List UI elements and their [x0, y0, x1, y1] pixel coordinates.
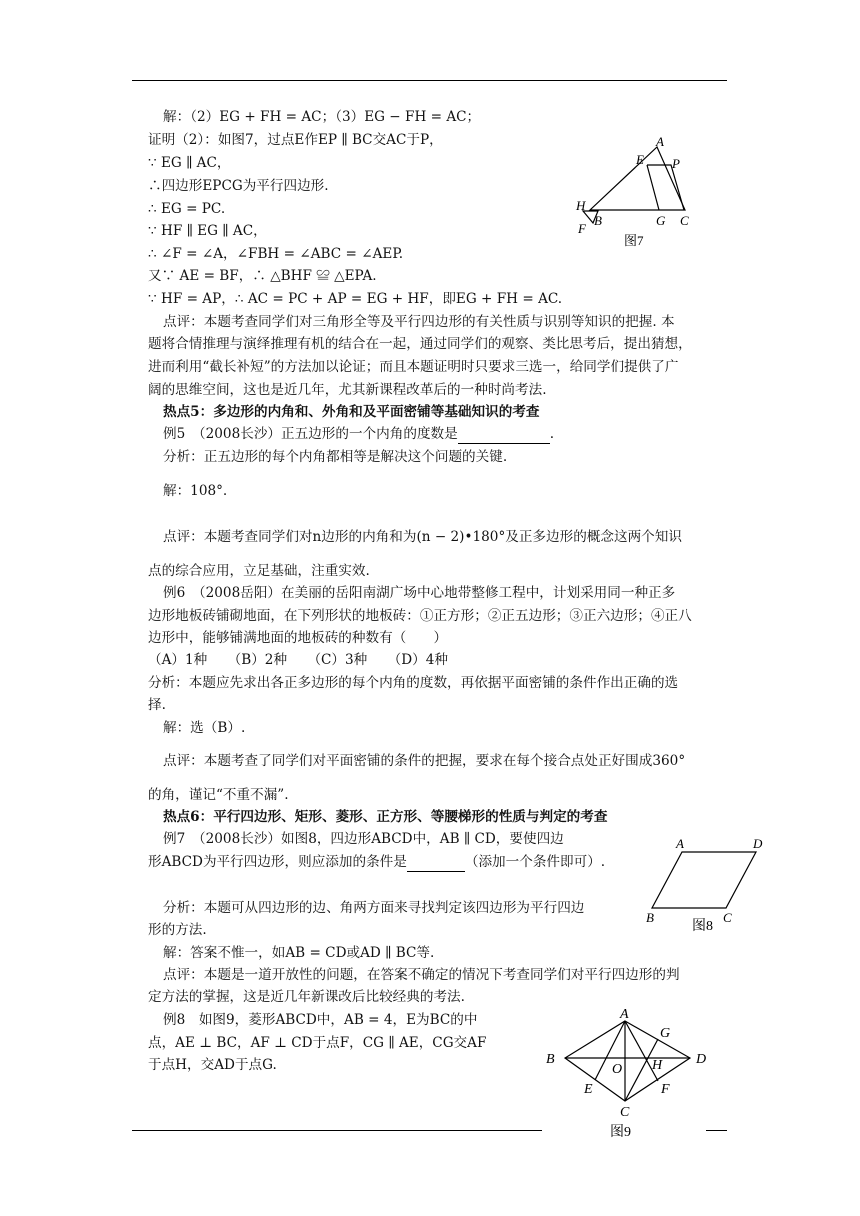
figure-7-diagram	[570, 135, 700, 250]
example-7-hint: （添加一个条件即可）.	[464, 854, 606, 870]
text-line: 分析：正五边形的每个内角都相等是解决这个问题的关键.	[163, 449, 508, 465]
label-h: H	[576, 198, 586, 213]
label-d: D	[696, 1052, 707, 1067]
text-line: 解：108°.	[163, 483, 228, 499]
figure-8-caption: 图8	[692, 919, 713, 934]
label-e: E	[584, 1082, 593, 1097]
figure-8-diagram	[640, 832, 770, 938]
figure-7	[570, 135, 700, 250]
footer-rule-right	[706, 1130, 727, 1131]
text-line	[148, 853, 605, 872]
text-line: 例8 如图9，菱形ABCD中，AB = 4，E为BC的中	[163, 1012, 478, 1028]
text-line: 点评：本题是一道开放性的问题，在答案不确定的情况下考查同学们对平行四边形的判	[163, 967, 680, 983]
text-line: 定方法的掌握，这是近几年新课改后比较经典的考法.	[148, 989, 465, 1005]
text-line: 分析：本题可从四边形的边、角两方面来寻找判定该四边形为平行四边	[163, 900, 585, 916]
label-h: H	[652, 1058, 663, 1073]
label-g: G	[656, 213, 666, 228]
text-line: 于点H，交AD于点G.	[148, 1057, 277, 1073]
section-heading: 热点5：多边形的内角和、外角和及平面密铺等基础知识的考查	[163, 404, 540, 420]
text-line: 点，AE ⊥ BC，AF ⊥ CD于点F，CG ∥ AE，CG交AF	[148, 1035, 487, 1051]
text-line: 进而利用“截长补短”的方法加以论证；而且本题证明时只要求三选一，给同学们提供了广	[148, 359, 679, 375]
text-line: 证明（2）：如图7，过点E作EP ∥ BC交AC于P，	[148, 132, 443, 148]
text-line: 解：答案不惟一，如AB = CD或AD ∥ BC等.	[163, 945, 435, 961]
text-line: 阔的思维空间，这也是近几年，尤其新课程改革后的一种时尚考法.	[148, 382, 547, 398]
text-line: 形的方法.	[148, 922, 207, 938]
label-f: F	[661, 1082, 670, 1097]
label-d: D	[753, 836, 763, 851]
text-line: 择.	[148, 697, 166, 713]
label-a: A	[676, 836, 684, 851]
label-o: O	[612, 1062, 623, 1077]
label-a: A	[656, 135, 664, 149]
label-a: A	[620, 1007, 629, 1022]
figure-9	[540, 1003, 720, 1143]
text-line: 点的综合应用，立足基础，注重实效.	[148, 563, 370, 579]
text-line: 的角，谨记“不重不漏”.	[148, 787, 289, 803]
label-b: B	[594, 213, 602, 228]
text-line: 题将合情推理与演绎推理有机的结合在一起，通过同学们的观察、类比思考后，提出猜想，	[148, 336, 692, 352]
text-line: ∴ EG = PC.	[148, 201, 226, 217]
figure-7-caption: 图7	[624, 233, 644, 248]
figure-9-caption: 图9	[610, 1125, 631, 1140]
label-f: F	[578, 221, 586, 236]
text-line: 解：选（B）.	[163, 720, 246, 736]
label-b: B	[546, 1052, 555, 1067]
answer-blank	[458, 425, 550, 444]
text-line: ∵ HF = AP，∴ AC = PC + AP = EG + HF，即EG + FH = AC.	[148, 291, 563, 307]
example-5-text: 例5 （2008长沙）正五边形的一个内角的度数是	[163, 426, 458, 442]
text-line: ∴ ∠F = ∠A，∠FBH = ∠ABC = ∠AEP.	[148, 246, 404, 262]
text-line: 边形中，能够铺满地面的地板砖的种数有（ ）	[148, 630, 448, 646]
label-p: P	[672, 156, 680, 171]
label-b: B	[646, 910, 654, 925]
text-line: 点评：本题考查了同学们对平面密铺的条件的把握，要求在每个接合点处正好围成360°	[163, 753, 686, 769]
text-line: ∵ HF ∥ EG ∥ AC，	[148, 223, 267, 239]
header-rule	[132, 80, 727, 81]
section-heading: 热点6：平行四边形、矩形、菱形、正方形、等腰梯形的性质与判定的考查	[163, 809, 608, 825]
example-7-text: 形ABCD为平行四边形，则应添加的条件是	[148, 854, 407, 870]
label-c: C	[723, 910, 732, 925]
answer-blank	[407, 853, 465, 872]
text-line: ∵ EG ∥ AC，	[148, 155, 231, 171]
label-g: G	[660, 1026, 671, 1041]
figure-9-diagram	[540, 1003, 720, 1143]
text-line: （A）1种 （B）2种 （C）3种 （D）4种	[148, 652, 448, 668]
text-line: 点评：本题考查同学们对n边形的内角和为(n − 2)•180°及正多边形的概念这两个知识	[163, 529, 682, 545]
label-c: C	[620, 1105, 630, 1120]
text-line: 又∵ AE = BF，∴ △BHF ≌ △EPA.	[148, 268, 377, 284]
text-line: 分析：本题应先求出各正多边形的每个内角的度数，再依据平面密铺的条件作出正确的选	[148, 675, 679, 691]
label-c: C	[680, 213, 689, 228]
text-line: 例7 （2008长沙）如图8，四边形ABCD中，AB ∥ CD，要使四边	[163, 831, 564, 847]
text-line: 解：（2）EG + FH = AC；（3）EG − FH = AC；	[163, 109, 481, 125]
period: .	[549, 426, 555, 442]
figure-8	[640, 832, 770, 938]
text-line: ∴四边形EPCG为平行四边形.	[148, 178, 329, 194]
footer-rule-left	[132, 1130, 542, 1131]
text-line: 点评：本题考查同学们对三角形全等及平行四边形的有关性质与识别等知识的把握. 本	[163, 314, 675, 330]
label-e: E	[636, 152, 644, 167]
text-line	[163, 425, 554, 444]
text-line: 边形地板砖铺砌地面，在下列形状的地板砖：①正方形；②正五边形；③正六边形；④正八	[148, 608, 692, 624]
text-line: 例6 （2008岳阳）在美丽的岳阳南湖广场中心地带整修工程中，计划采用同一种正多	[163, 585, 676, 601]
